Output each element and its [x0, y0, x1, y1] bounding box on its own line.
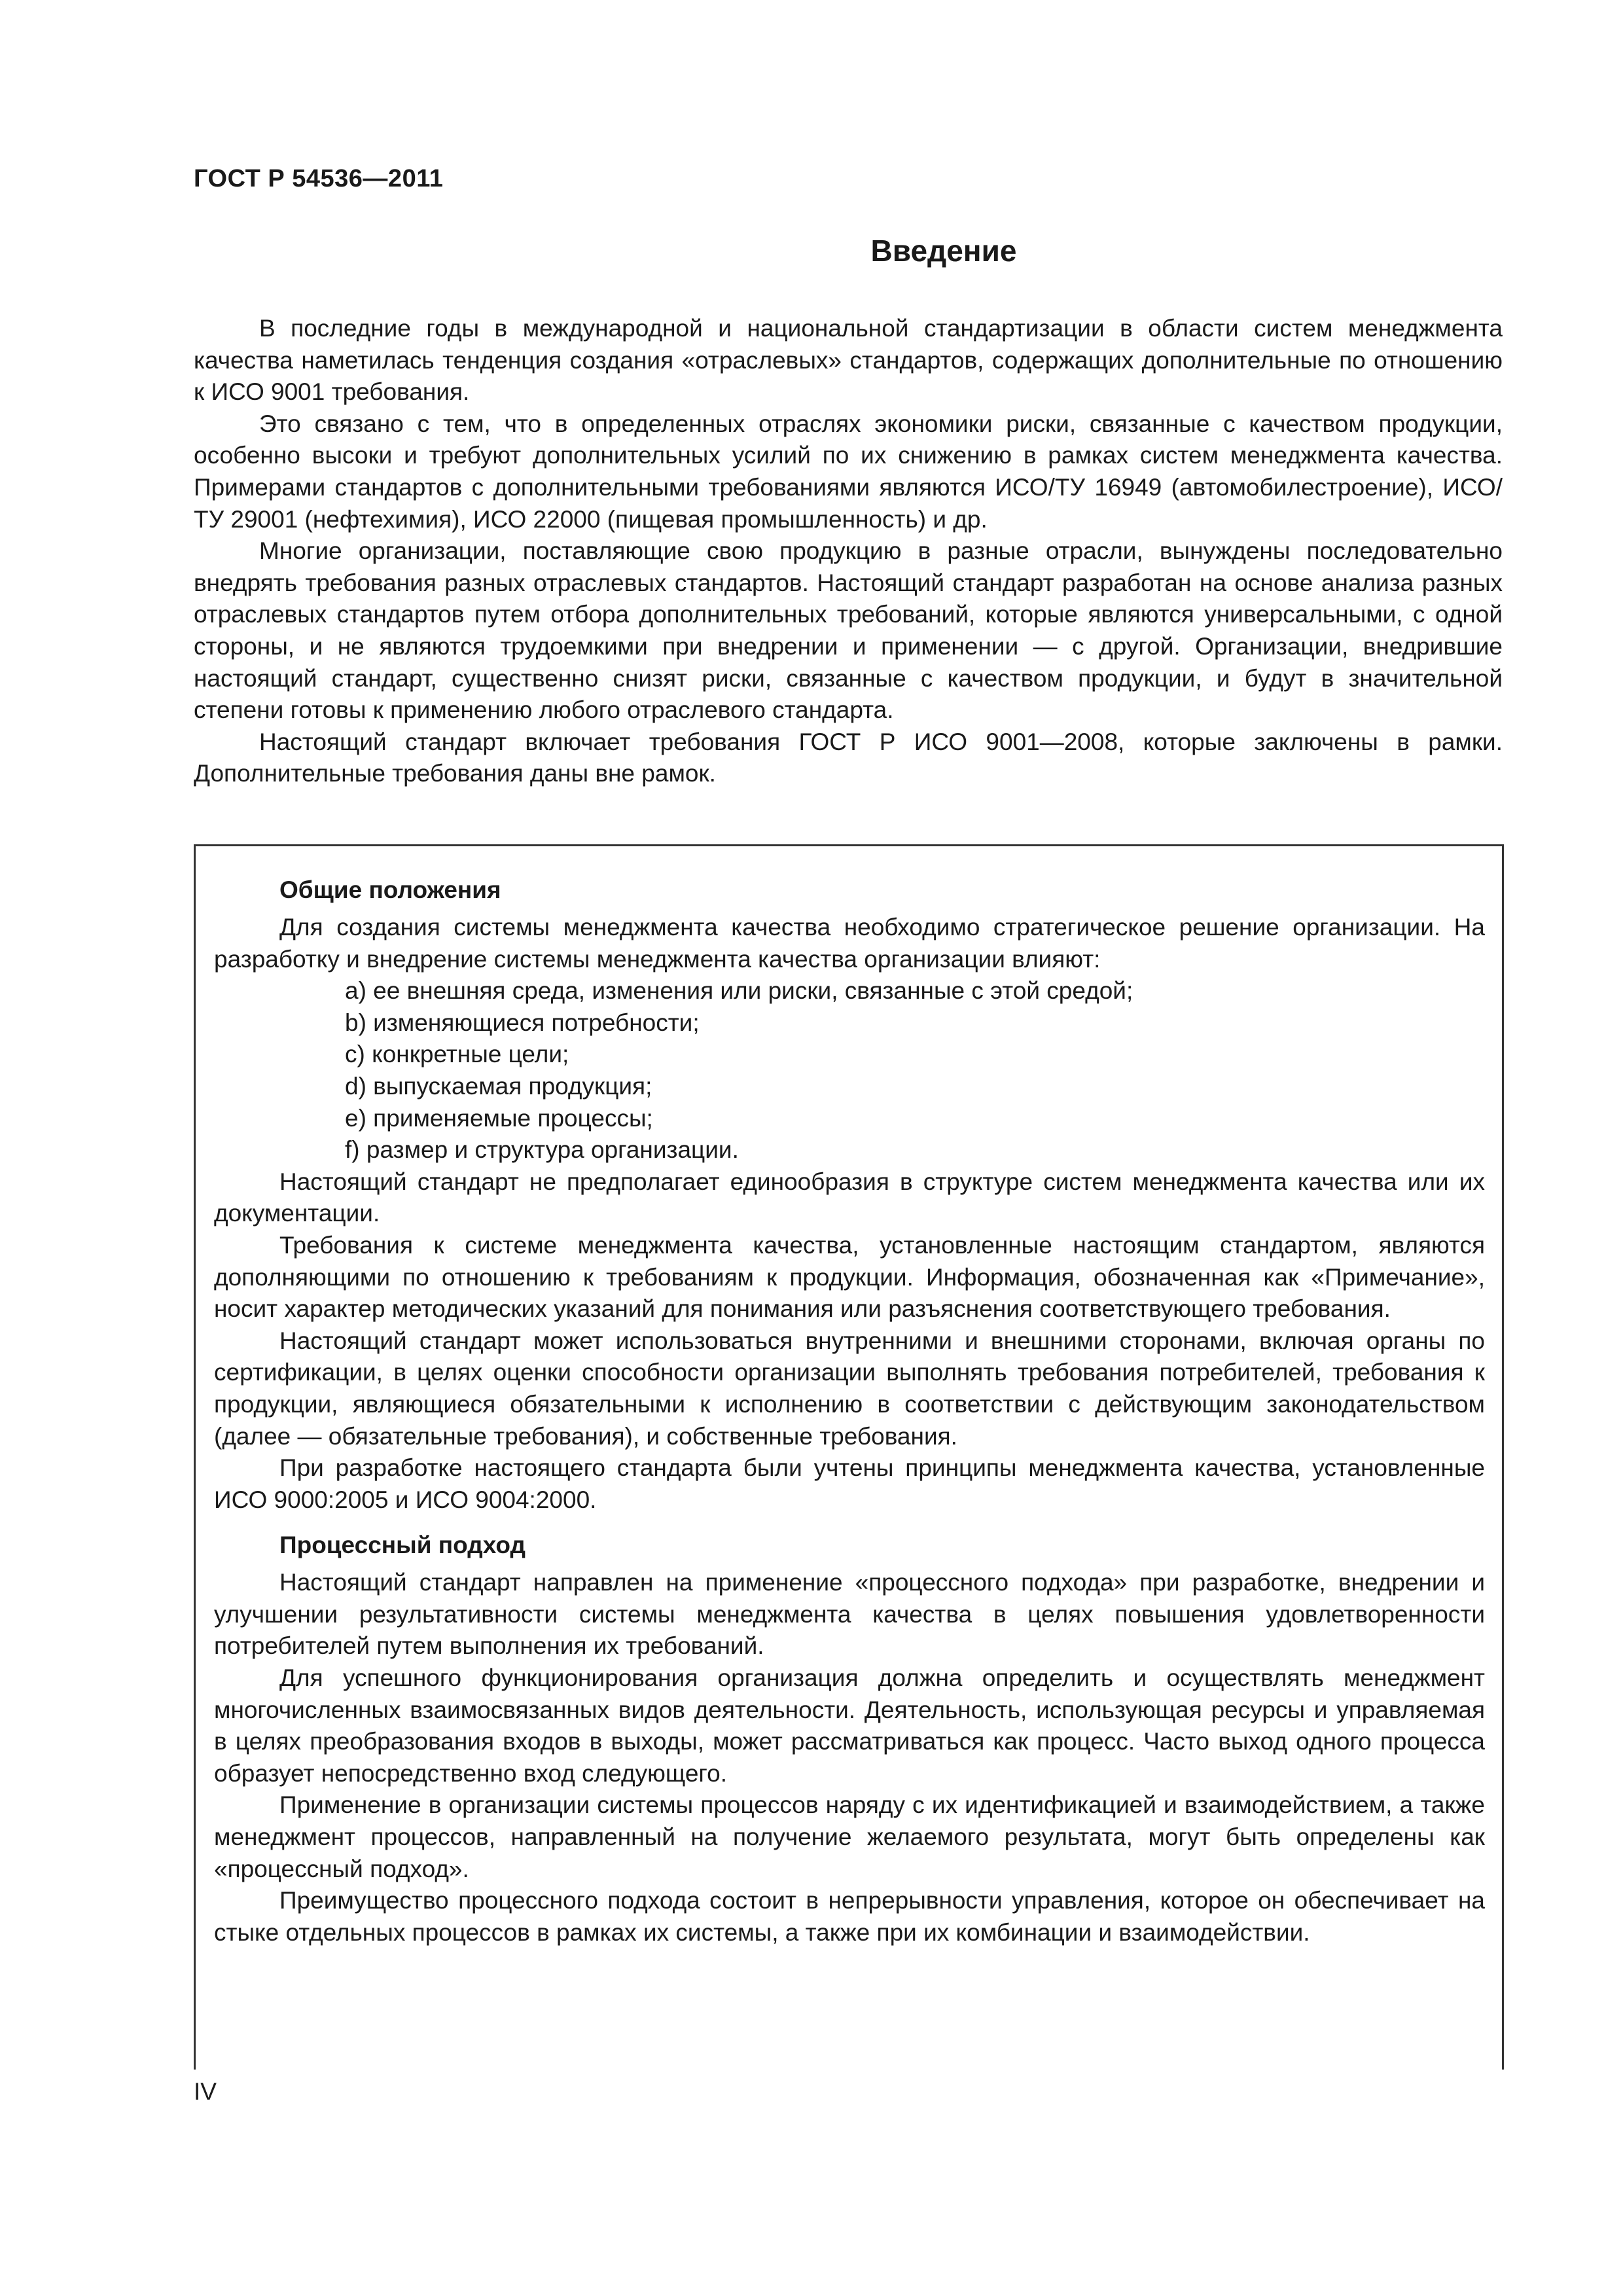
section-paragraph: Требования к системе менеджмента качества, установленные настоящим стандартом, являются дополняющими по отношению к требованиям к продукции. Информация, обозначенная как «Примечание», носит характер методических указаний для понимания или разъяснения соответствующего требования.	[214, 1231, 1485, 1323]
intro-paragraph: Многие организации, поставляющие свою продукцию в разные отрасли, вынуждены последовательно внедрять требования разных отраслевых стандартов. Настоящий стандарт разработан на основе анализа разных отраслевых стандартов путем отбора дополнительных требований, которые являются универсальными, с одной стороны, и не являются трудоемкими при внедрении и применении — с другой. Организации, внедрившие настоящий стандарт, существенно снизят риски, связанные с качеством продукции, и будут в значительной степени готовы к применению любого отраслевого стандарта.	[194, 537, 1503, 724]
section-heading-general: Общие положения	[279, 876, 501, 903]
intro-paragraph: Настоящий стандарт включает требования ГОСТ Р ИСО 9001—2008, которые заключены в рамки. Дополнительные требования даны вне рамок.	[194, 728, 1503, 787]
intro-paragraph: В последние годы в международной и национальной стандартизации в области систем менеджмента качества наметилась тенденция создания «отраслевых» стандартов, содержащих дополнительные по отношению к ИСО 9001 требования.	[194, 315, 1503, 406]
list-item: a) ее внешняя среда, изменения или риски, связанные с этой средой;	[345, 977, 1133, 1005]
section-paragraph: Для создания системы менеджмента качества необходимо стратегическое решение организации. На разработку и внедрение системы менеджмента качества организации влияют:	[214, 914, 1485, 973]
section-paragraph: Преимущество процессного подхода состоит в непрерывности управления, которое он обеспечивает на стыке отдельных процессов в рамках их системы, а также при их комбинации и взаимодействии.	[214, 1887, 1485, 1946]
list-item: b) изменяющиеся потребности;	[345, 1009, 700, 1036]
list-item: f) размер и структура организации.	[345, 1136, 739, 1164]
section-paragraph: При разработке настоящего стандарта были учтены принципы менеджмента качества, установленные ИСО 9000:2005 и ИСО 9004:2000.	[214, 1454, 1485, 1513]
section-paragraph: Настоящий стандарт может использоваться внутренними и внешними сторонами, включая органы по сертификации, в целях оценки способности организации выполнять требования потребителей, требования к продукции, являющиеся обязательными к исполнению в соответствии с действующим законодательством (далее — обязательные требования), и собственные требования.	[214, 1327, 1485, 1450]
page-title: Введение	[870, 234, 1017, 268]
section-heading-process-approach: Процессный подход	[279, 1532, 526, 1559]
section-paragraph: Настоящий стандарт направлен на применение «процессного подхода» при разработке, внедрении и улучшении результативности системы менеджмента качества в целях повышения удовлетворенности потребителей путем выполнения их требований.	[214, 1569, 1485, 1660]
list-item: e) применяемые процессы;	[345, 1104, 653, 1132]
section-paragraph: Настоящий стандарт не предполагает единообразия в структуре систем менеджмента качества или их документации.	[214, 1168, 1485, 1227]
page-number: IV	[194, 2078, 217, 2105]
intro-paragraph: Это связано с тем, что в определенных отраслях экономики риски, связанные с качеством продукции, особенно высоки и требуют дополнительных усилий по их снижению в рамках систем менеджмента качества. Примерами стандартов с дополнительными требованиями являются ИСО/ТУ 16949 (автомобилестроение), ИСО/ТУ 29001 (нефтехимия), ИСО 22000 (пищевая промышленность) и др.	[194, 410, 1503, 533]
list-item: d) выпускаемая продукция;	[345, 1072, 652, 1100]
framed-requirements-box	[194, 844, 1504, 2070]
document-id: ГОСТ Р 54536—2011	[194, 165, 444, 192]
section-paragraph: Для успешного функционирования организация должна определить и осуществлять менеджмент многочисленных взаимосвязанных видов деятельности. Деятельность, использующая ресурсы и управляемая в целях преобразования входов в выходы, может рассматриваться как процесс. Часто выход одного процесса образует непосредственно вход следующего.	[214, 1664, 1485, 1787]
list-item: c) конкретные цели;	[345, 1041, 569, 1068]
section-paragraph: Применение в организации системы процессов наряду с их идентификацией и взаимодействием, а также менеджмент процессов, направленный на получение желаемого результата, могут быть определены как «процессный подход».	[214, 1791, 1485, 1882]
introduction-text	[194, 313, 1503, 790]
